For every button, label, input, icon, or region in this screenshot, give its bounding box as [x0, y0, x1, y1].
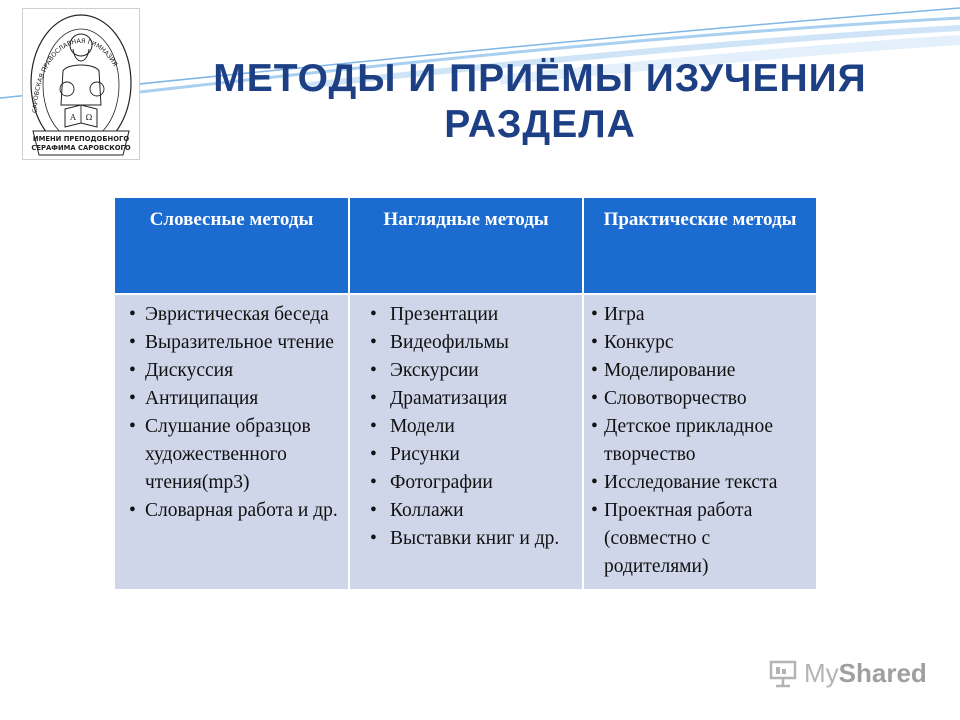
- logo-banner-line2: СЕРАФИМА САРОВСКОГО: [31, 144, 131, 152]
- list-item: • Проектная работа (совместно с родителями): [590, 497, 810, 581]
- practical-methods-list: [590, 301, 810, 581]
- list-item: • Слушание образцов художественного чтения(mp3): [121, 413, 342, 497]
- list-item: • Словотворчество: [590, 385, 810, 413]
- list-item: • Конкурс: [590, 329, 810, 357]
- slide-title: [150, 56, 930, 148]
- presentation-board-icon: [768, 658, 798, 688]
- verbal-methods-cell: [115, 294, 349, 589]
- header-verbal-methods: Словесные методы: [115, 198, 349, 294]
- practical-methods-cell: [583, 294, 816, 589]
- header-practical-methods: Практические методы: [583, 198, 816, 294]
- list-item: • Антиципация: [121, 385, 342, 413]
- logo-banner-line1: ИМЕНИ ПРЕПОДОБНОГО: [32, 135, 130, 143]
- list-item: • Моделирование: [590, 357, 810, 385]
- table-body-row: [115, 294, 816, 589]
- list-item: • Модели: [356, 413, 576, 441]
- verbal-methods-list: [121, 301, 342, 525]
- logo-book-alpha: А: [69, 113, 77, 122]
- visual-methods-cell: [349, 294, 583, 589]
- visual-methods-list: [356, 301, 576, 553]
- list-item: • Экскурсии: [356, 357, 576, 385]
- watermark-text: MyShared: [804, 657, 927, 688]
- list-item: • Выразительное чтение: [121, 329, 342, 357]
- list-item: • Дискуссия: [121, 357, 342, 385]
- methods-table: [115, 198, 816, 589]
- myshared-watermark: [768, 656, 927, 690]
- table-header-row: [115, 198, 816, 294]
- logo-ring-text: САРОВСКАЯ ПРАВОСЛАВНАЯ ГИМНАЗИЯ: [31, 37, 119, 114]
- list-item: • Фотографии: [356, 469, 576, 497]
- slide-title-line2: РАЗДЕЛА: [444, 103, 636, 146]
- list-item: • Видеофильмы: [356, 329, 576, 357]
- list-item: • Коллажи: [356, 497, 576, 525]
- list-item: • Выставки книг и др.: [356, 525, 576, 553]
- gymnasium-logo: [22, 8, 140, 160]
- list-item: • Рисунки: [356, 441, 576, 469]
- list-item: • Презентации: [356, 301, 576, 329]
- list-item: • Эвристическая беседа: [121, 301, 342, 329]
- header-visual-methods: Наглядные методы: [349, 198, 583, 294]
- list-item: • Драматизация: [356, 385, 576, 413]
- slide-title-line1: МЕТОДЫ И ПРИЁМЫ ИЗУЧЕНИЯ: [213, 57, 867, 100]
- list-item: • Словарная работа и др.: [121, 497, 342, 525]
- list-item: • Детское прикладное творчество: [590, 413, 810, 469]
- list-item: • Игра: [590, 301, 810, 329]
- list-item: • Исследование текста: [590, 469, 810, 497]
- logo-book-omega: Ω: [85, 113, 93, 122]
